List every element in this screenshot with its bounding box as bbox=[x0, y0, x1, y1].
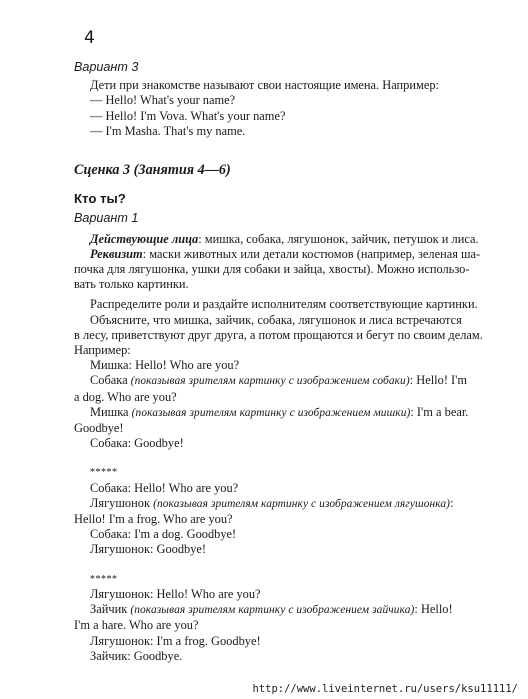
dialog2-line-2 bbox=[74, 496, 474, 512]
instructions-line-1: Распределите роли и раздайте исполнителям соответствующие картинки. bbox=[90, 297, 478, 312]
speech: : Goodbye! bbox=[127, 436, 184, 451]
speech: : I'm a frog. Goodbye! bbox=[149, 633, 261, 648]
dialog1-line-3-cont: Goodbye! bbox=[74, 421, 124, 436]
speaker: Лягушонок bbox=[90, 495, 154, 510]
dialog2-line-2-cont: Hello! I'm a frog. Who are you? bbox=[74, 512, 233, 527]
speaker: Собака bbox=[90, 527, 128, 542]
props-label: Реквизит bbox=[90, 246, 143, 261]
props-text-3: вать только картинки. bbox=[74, 277, 189, 292]
cast-label: Действующие лица bbox=[90, 231, 199, 246]
dialog2-line-3 bbox=[74, 527, 474, 542]
speaker: Лягушонок bbox=[90, 586, 150, 601]
dialog1-line-2 bbox=[74, 373, 474, 389]
speech: : Hello! Who are you? bbox=[127, 480, 239, 495]
dialog3-line-4 bbox=[74, 649, 474, 664]
speech: : bbox=[450, 495, 454, 510]
stage-direction: (показывая зрителям картинку с изображением мишки) bbox=[131, 406, 411, 419]
source-url-watermark: http://www.liveinternet.ru/users/ksu11111/ bbox=[252, 683, 518, 695]
page-number: 4 bbox=[84, 28, 95, 48]
speaker: Зайчик bbox=[90, 602, 131, 617]
speaker: Собака bbox=[90, 436, 128, 451]
dialog3-line-2 bbox=[74, 602, 474, 618]
dialog3-line-3 bbox=[74, 634, 474, 649]
speech: : Hello! bbox=[414, 602, 453, 617]
speech: : Hello! Who are you? bbox=[128, 358, 240, 373]
speech: : Hello! I'm bbox=[409, 373, 468, 388]
dialog2-line-4 bbox=[74, 542, 474, 557]
variant3-intro: Дети при знакомстве называют свои настоящие имена. Например: bbox=[90, 78, 439, 93]
speech: : I'm a bear. bbox=[410, 404, 469, 419]
cast-paragraph bbox=[74, 231, 479, 247]
props-text-1: : маски животных или детали костюмов (например, зеленая ша- bbox=[142, 246, 481, 261]
speech: : I'm a dog. Goodbye! bbox=[127, 527, 237, 542]
props-text-2: почка для лягушонка, ушки для собаки и зайца, хвосты). Можно использо- bbox=[74, 262, 470, 277]
speaker: Лягушонок bbox=[90, 542, 150, 557]
speaker: Мишка bbox=[90, 404, 132, 419]
dialog1-line-1 bbox=[74, 358, 474, 373]
instructions-line-3: в лесу, приветствуют друг друга, а потом прощаются и бегут по своим делам. bbox=[74, 327, 483, 342]
instructions-line-2: Объясните, что мишка, зайчик, собака, лягушонок и лиса встречаются bbox=[90, 312, 462, 327]
dialog1-line-2-cont: a dog. Who are you? bbox=[74, 389, 177, 404]
speech: : Hello! Who are you? bbox=[149, 586, 261, 601]
scene3-title: Кто ты? bbox=[74, 191, 126, 207]
variant3-heading: Вариант 3 bbox=[74, 60, 139, 74]
cast-text: : мишка, собака, лягушонок, зайчик, петушок и лиса. bbox=[198, 231, 479, 246]
dialog1-line-3 bbox=[74, 405, 474, 421]
dialog3-line-1 bbox=[74, 587, 474, 602]
separator-1: ***** bbox=[90, 467, 118, 479]
speaker: Собака bbox=[90, 480, 128, 495]
stage-direction: (показывая зрителям картинку с изображением собаки) bbox=[130, 375, 410, 388]
scene3-heading: Сценка 3 (Занятия 4—6) bbox=[74, 162, 231, 179]
speaker: Собака bbox=[90, 373, 131, 388]
variant3-line-1: — Hello! What's your name? bbox=[90, 93, 236, 108]
speaker: Лягушонок bbox=[90, 633, 150, 648]
scene3-variant-heading: Вариант 1 bbox=[74, 211, 139, 226]
dialog1-line-4 bbox=[74, 436, 474, 451]
props-paragraph bbox=[74, 246, 481, 262]
speaker: Зайчик bbox=[90, 648, 128, 663]
instructions-line-4: Например: bbox=[74, 343, 131, 358]
speech: : Goodbye! bbox=[149, 542, 207, 557]
dialog3-line-2-cont: I'm a hare. Who are you? bbox=[74, 618, 199, 633]
speech: : Goodbye. bbox=[127, 648, 183, 663]
stage-direction: (показывая зрителям картинку с изображением зайчика) bbox=[130, 604, 415, 617]
dialog2-line-1 bbox=[74, 481, 474, 496]
page-content bbox=[74, 60, 483, 664]
variant3-line-3: — I'm Masha. That's my name. bbox=[90, 123, 246, 138]
stage-direction: (показывая зрителям картинку с изображением лягушонка) bbox=[153, 497, 451, 510]
speaker: Мишка bbox=[90, 358, 129, 373]
variant3-line-2: — Hello! I'm Vova. What's your name? bbox=[90, 108, 286, 123]
separator-2: ***** bbox=[90, 573, 118, 585]
